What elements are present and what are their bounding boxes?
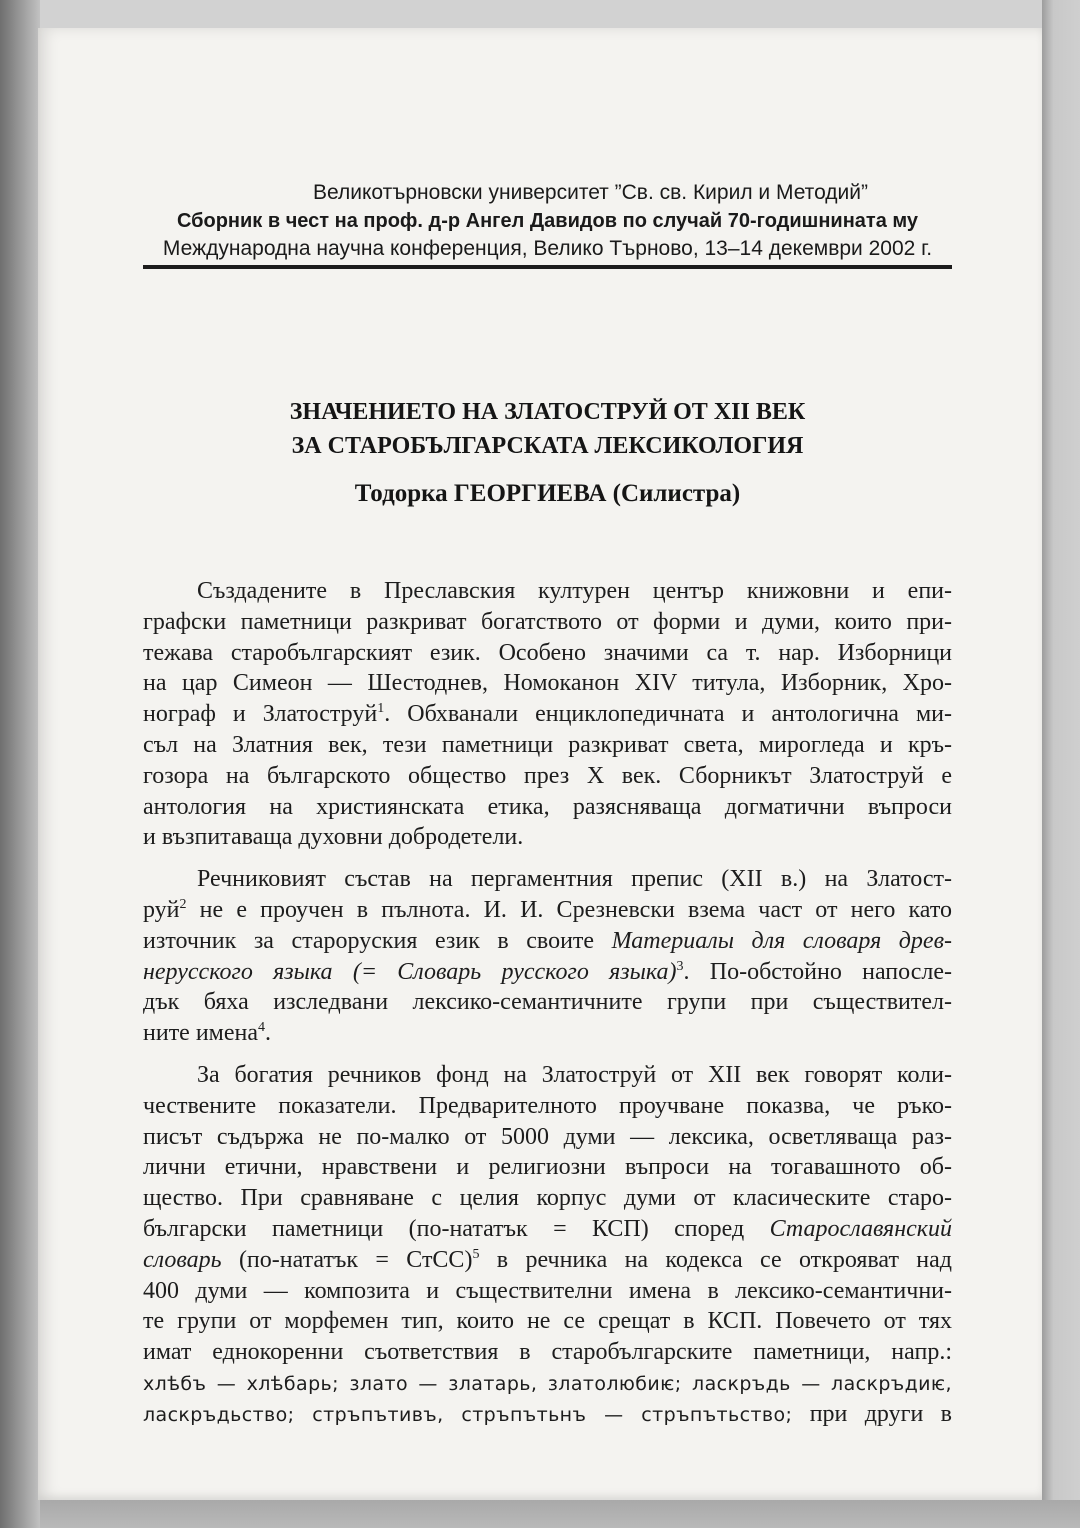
text-segment: източник за староруския език в своите [143,927,612,954]
footnote-marker: 1 [377,701,385,717]
article-title-line-2: ЗА СТАРОБЪЛГАРСКАТА ЛЕКСИКОЛОГИЯ [291,433,804,459]
text-line [143,1018,952,1049]
text-line [143,822,952,853]
text-segment: дък бяха изследвани лексико-семантичните групи при съществител- [143,989,952,1016]
text-segment: руй [143,896,180,923]
italic-text: Старославянский [769,1215,952,1242]
text-segment: при други в [792,1400,952,1427]
text-segment: Речниковият състав на пергаментния препис (XII в.) на Златост- [197,866,952,893]
footnote-marker: 3 [676,958,684,974]
text-segment: За богатия речников фонд на Златоструй от XII век говорят коли- [197,1061,952,1088]
text-segment: български паметници (по-нататък = КСП) според [143,1215,770,1242]
text-line [143,1368,952,1399]
text-line [143,1060,952,1091]
text-line [143,1122,952,1153]
article-title-line-1: ЗНАЧЕНИЕТО НА ЗЛАТОСТРУЙ ОТ XII ВЕК [289,399,806,425]
text-line [143,1183,952,1214]
text-line [143,1337,952,1368]
text-segment: тежава старобългарският език. Особено значими са т. нар. Изборници [143,639,952,666]
text-segment: Създадените в Преславския културен център книжовни и епи- [197,578,952,604]
text-line [143,987,952,1018]
text-line [143,792,952,823]
article-body [143,576,952,1441]
text-segment: (по-нататък = СтСС) [221,1246,473,1273]
text-segment: ните имена [143,1020,259,1047]
text-segment: и възпитаваща духовни добродетели. [143,824,524,851]
text-segment: на цар Симеон — Шестоднев, Номоканон XIV титула, Изборник, Хро- [143,670,952,697]
text-segment: антология на християнската етика, разясняваща догматични въпроси [143,793,952,820]
text-line [143,699,952,730]
text-line [143,607,952,638]
text-line [143,1152,952,1183]
text-segment: не е проучен в пълнота. И. И. Срезневски взема част от него като [186,896,952,923]
old-bulgarian-text: ласкръдьство; стръпътивъ, стръпътьнъ — стръпътьство; [143,1403,793,1426]
text-line [143,926,952,957]
text-segment: чествените показатели. Предварителното проучване показва, че ръко- [143,1092,952,1119]
old-bulgarian-text: хлѣбъ — хлѣбарь; злато — златарь, златолюбиѥ; ласкръдь — ласкръдиѥ, [143,1372,952,1395]
text-line [143,761,952,792]
italic-text: нерусского языка (= Словарь русского языка) [143,958,677,985]
text-line [143,1245,952,1276]
text-line [143,1091,952,1122]
text-segment: щество. При сравняване с целия корпус думи от класическите старо- [143,1185,952,1212]
text-segment: нограф и Златоструй [143,701,378,728]
text-segment: 400 думи — композита и съществителни имена в лексико-семантични- [143,1277,952,1304]
article-author: Тодорка ГЕОРГИЕВА (Силистра) [354,480,741,507]
text-line [143,864,952,895]
text-segment: в речника на кодекса се открояват над [479,1246,952,1273]
footnote-marker: 2 [179,896,187,912]
text-segment: гозора на българското общество през X век. Сборникът Златоструй е [143,762,952,789]
scan-top-edge [40,0,1080,28]
text-line [143,957,952,988]
text-line [143,895,952,926]
text-segment: . По-обстойно напосле- [683,958,952,985]
paragraph [143,576,952,853]
paragraph [143,864,952,1049]
text-line [143,1276,952,1307]
italic-text: словарь [143,1246,222,1273]
text-line [143,1306,952,1337]
paragraph [143,1060,952,1430]
italic-text: Материалы для словаря древ- [611,927,952,954]
text-segment: . Обхванали енциклопедичната и антологична ми- [384,701,952,728]
footnote-marker: 4 [258,1020,266,1036]
collection-line: Сборник в чест на проф. д-р Ангел Давидов по случай 70-годишнината му [176,210,919,232]
text-segment: графски паметници разкриват богатството от форми и думи, които при- [143,608,952,635]
text-segment: лични етични, нравствени и религиозни въпроси на тогавашното об- [143,1154,952,1181]
text-line [143,576,952,607]
scan-right-edge [1042,0,1080,1528]
scan-left-edge [0,0,40,1528]
institution-line: Великотърновски университет ”Св. св. Кирил и Методий” [313,181,868,204]
scan-bottom-edge [40,1500,1080,1528]
header-rule [143,265,952,269]
text-line [143,1399,952,1430]
text-line [143,638,952,669]
text-segment: съл на Златния век, тези паметници разкриват света, мирогледа и кръ- [143,731,952,758]
text-segment: имат еднокоренни съответствия в старобългарските паметници, напр.: [143,1339,952,1366]
conference-line: Международна научна конференция, Велико Търново, 13–14 декември 2002 г. [162,237,933,260]
text-line [143,668,952,699]
text-line [143,1214,952,1245]
footnote-marker: 5 [472,1246,480,1262]
text-segment: . [265,1020,272,1047]
text-line [143,730,952,761]
text-segment: те групи от морфемен тип, които не се срещат в КСП. Повечето от тях [143,1308,952,1335]
text-segment: писът съдържа не по-малко от 5000 думи — лексика, осветляваща раз- [143,1123,952,1150]
